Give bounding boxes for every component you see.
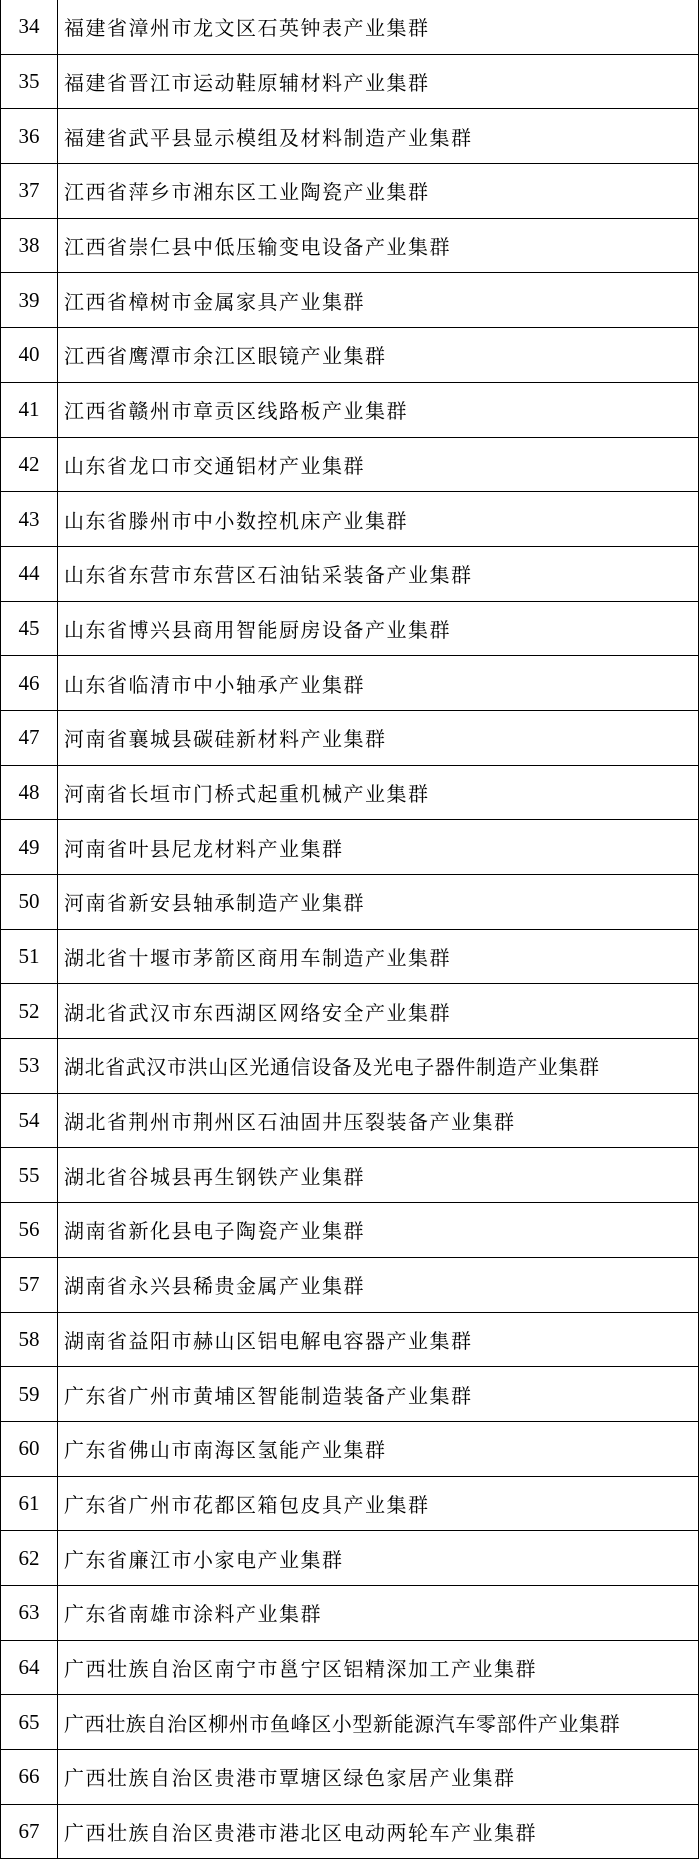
cluster-name: 湖南省永兴县稀贵金属产业集群 [58, 1257, 699, 1312]
row-number: 53 [1, 1039, 58, 1094]
row-number: 62 [1, 1531, 58, 1586]
row-number: 39 [1, 273, 58, 328]
row-number: 58 [1, 1312, 58, 1367]
table-row [1, 1312, 699, 1367]
table-row [1, 820, 699, 875]
cluster-name: 湖北省十堰市茅箭区商用车制造产业集群 [58, 929, 699, 984]
table-row [1, 1640, 699, 1695]
row-number: 48 [1, 765, 58, 820]
table-row [1, 984, 699, 1039]
row-number: 34 [1, 0, 58, 54]
table-row [1, 328, 699, 383]
table-row [1, 218, 699, 273]
table-row [1, 437, 699, 492]
cluster-name: 湖南省新化县电子陶瓷产业集群 [58, 1203, 699, 1258]
row-number: 57 [1, 1257, 58, 1312]
row-number: 40 [1, 328, 58, 383]
cluster-name: 湖北省荆州市荆州区石油固井压裂装备产业集群 [58, 1093, 699, 1148]
table-row [1, 1476, 699, 1531]
table-row [1, 109, 699, 164]
table-row [1, 1148, 699, 1203]
row-number: 35 [1, 54, 58, 109]
cluster-name: 河南省叶县尼龙材料产业集群 [58, 820, 699, 875]
row-number: 49 [1, 820, 58, 875]
cluster-name: 广西壮族自治区贵港市覃塘区绿色家居产业集群 [58, 1750, 699, 1805]
cluster-name: 山东省博兴县商用智能厨房设备产业集群 [58, 601, 699, 656]
cluster-name: 福建省漳州市龙文区石英钟表产业集群 [58, 0, 699, 54]
table-row [1, 546, 699, 601]
cluster-name: 山东省临清市中小轴承产业集群 [58, 656, 699, 711]
row-number: 54 [1, 1093, 58, 1148]
row-number: 47 [1, 710, 58, 765]
row-number: 37 [1, 164, 58, 219]
cluster-name: 湖南省益阳市赫山区铝电解电容器产业集群 [58, 1312, 699, 1367]
row-number: 51 [1, 929, 58, 984]
cluster-name: 河南省襄城县碳硅新材料产业集群 [58, 710, 699, 765]
cluster-list-body [1, 0, 699, 1859]
table-row [1, 656, 699, 711]
table-row [1, 929, 699, 984]
table-row [1, 1531, 699, 1586]
row-number: 64 [1, 1640, 58, 1695]
row-number: 61 [1, 1476, 58, 1531]
row-number: 43 [1, 492, 58, 547]
row-number: 46 [1, 656, 58, 711]
table-row [1, 1257, 699, 1312]
table-row [1, 492, 699, 547]
row-number: 41 [1, 382, 58, 437]
table-row [1, 54, 699, 109]
row-number: 56 [1, 1203, 58, 1258]
row-number: 36 [1, 109, 58, 164]
cluster-name: 湖北省武汉市东西湖区网络安全产业集群 [58, 984, 699, 1039]
table-row [1, 601, 699, 656]
cluster-name: 江西省崇仁县中低压输变电设备产业集群 [58, 218, 699, 273]
cluster-name: 广东省广州市黄埔区智能制造装备产业集群 [58, 1367, 699, 1422]
cluster-name: 广西壮族自治区贵港市港北区电动两轮车产业集群 [58, 1804, 699, 1859]
cluster-name: 山东省滕州市中小数控机床产业集群 [58, 492, 699, 547]
cluster-name: 山东省龙口市交通铝材产业集群 [58, 437, 699, 492]
table-row [1, 1093, 699, 1148]
cluster-name: 江西省鹰潭市余江区眼镜产业集群 [58, 328, 699, 383]
row-number: 38 [1, 218, 58, 273]
table-row [1, 1203, 699, 1258]
cluster-name: 广东省南雄市涂料产业集群 [58, 1585, 699, 1640]
cluster-name: 河南省长垣市门桥式起重机械产业集群 [58, 765, 699, 820]
row-number: 59 [1, 1367, 58, 1422]
cluster-name: 江西省萍乡市湘东区工业陶瓷产业集群 [58, 164, 699, 219]
table-row [1, 875, 699, 930]
table-row [1, 1585, 699, 1640]
cluster-name: 山东省东营市东营区石油钻采装备产业集群 [58, 546, 699, 601]
table-row [1, 1695, 699, 1750]
row-number: 42 [1, 437, 58, 492]
cluster-name: 广东省佛山市南海区氢能产业集群 [58, 1421, 699, 1476]
table-row [1, 1750, 699, 1805]
row-number: 63 [1, 1585, 58, 1640]
cluster-name: 广西壮族自治区柳州市鱼峰区小型新能源汽车零部件产业集群 [58, 1695, 699, 1750]
cluster-name: 湖北省武汉市洪山区光通信设备及光电子器件制造产业集群 [58, 1039, 699, 1094]
table-row [1, 1421, 699, 1476]
row-number: 55 [1, 1148, 58, 1203]
row-number: 44 [1, 546, 58, 601]
table-row [1, 273, 699, 328]
table-row [1, 1804, 699, 1859]
cluster-name: 湖北省谷城县再生钢铁产业集群 [58, 1148, 699, 1203]
table-row [1, 765, 699, 820]
cluster-name: 广东省廉江市小家电产业集群 [58, 1531, 699, 1586]
row-number: 60 [1, 1421, 58, 1476]
table-row [1, 1367, 699, 1422]
cluster-name: 广东省广州市花都区箱包皮具产业集群 [58, 1476, 699, 1531]
cluster-name: 福建省武平县显示模组及材料制造产业集群 [58, 109, 699, 164]
cluster-name: 江西省赣州市章贡区线路板产业集群 [58, 382, 699, 437]
cluster-name: 河南省新安县轴承制造产业集群 [58, 875, 699, 930]
cluster-name: 福建省晋江市运动鞋原辅材料产业集群 [58, 54, 699, 109]
table-row [1, 710, 699, 765]
table-row [1, 382, 699, 437]
row-number: 52 [1, 984, 58, 1039]
table-row [1, 0, 699, 54]
row-number: 50 [1, 875, 58, 930]
row-number: 66 [1, 1750, 58, 1805]
row-number: 45 [1, 601, 58, 656]
cluster-name: 江西省樟树市金属家具产业集群 [58, 273, 699, 328]
row-number: 65 [1, 1695, 58, 1750]
cluster-name: 广西壮族自治区南宁市邕宁区铝精深加工产业集群 [58, 1640, 699, 1695]
table-row [1, 1039, 699, 1094]
row-number: 67 [1, 1804, 58, 1859]
table-row [1, 164, 699, 219]
